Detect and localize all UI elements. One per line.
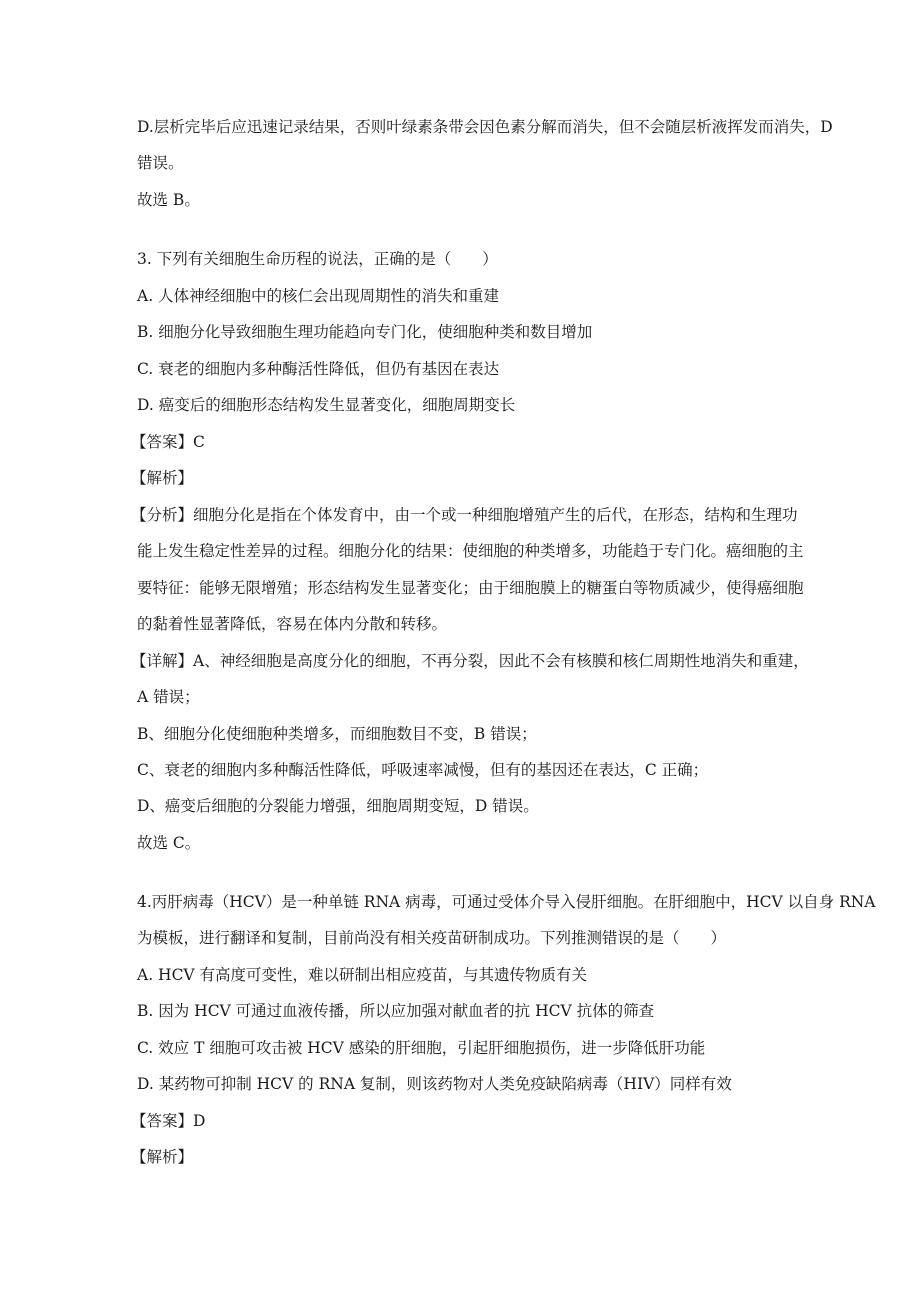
q3-option-a: A. 人体神经细胞中的核仁会出现周期性的消失和重建	[137, 287, 500, 305]
q2-option-d-explanation-line1: D.层析完毕后应迅速记录结果，否则叶绿素条带会因色素分解而消失，但不会随层析液挥发而消失，D	[137, 118, 833, 136]
q4-option-b: B. 因为 HCV 可通过血液传播，所以应加强对献血者的抗 HCV 抗体的筛查	[137, 1002, 655, 1020]
q3-detail-c: C、衰老的细胞内多种酶活性降低，呼吸速率减慢，但有的基因还在表达，C 正确；	[137, 761, 709, 779]
q2-conclusion: 故选 B。	[137, 191, 200, 209]
q4-stem-line2: 为模板，进行翻译和复制，目前尚没有相关疫苗研制成功。下列推测错误的是（ ）	[137, 929, 727, 947]
q2-option-d-explanation-line2: 错误。	[137, 154, 184, 172]
q3-option-c: C. 衰老的细胞内多种酶活性降低，但仍有基因在表达	[137, 360, 500, 378]
q3-detail-d: D、癌变后细胞的分裂能力增强，细胞周期变短，D 错误。	[137, 797, 539, 815]
q3-analysis-heading: 【解析】	[131, 469, 194, 487]
q4-option-c: C. 效应 T 细胞可攻击被 HCV 感染的肝细胞，引起肝细胞损伤，进一步降低肝功能	[137, 1039, 706, 1057]
q3-analysis-line2: 能上发生稳定性差异的过程。细胞分化的结果：使细胞的种类增多，功能趋于专门化。癌细胞的主	[137, 542, 804, 560]
q4-option-a: A. HCV 有高度可变性，难以研制出相应疫苗，与其遗传物质有关	[137, 966, 588, 984]
q3-conclusion: 故选 C。	[137, 834, 201, 852]
q3-answer: 【答案】C	[131, 433, 205, 451]
q3-option-b: B. 细胞分化导致细胞生理功能趋向专门化，使细胞种类和数目增加	[137, 323, 593, 341]
q3-analysis-line1: 【分析】细胞分化是指在个体发育中，由一个或一种细胞增殖产生的后代，在形态，结构和生理功	[131, 506, 798, 524]
q3-detail-b: B、细胞分化使细胞种类增多，而细胞数目不变，B 错误；	[137, 725, 537, 743]
q3-detail-a-line1: 【详解】A、神经细胞是高度分化的细胞，不再分裂，因此不会有核膜和核仁周期性地消失和重建，	[131, 652, 809, 670]
q4-answer: 【答案】D	[131, 1112, 206, 1130]
q3-stem: 3. 下列有关细胞生命历程的说法，正确的是（ ）	[137, 250, 498, 268]
q4-stem-line1: 4.丙肝病毒（HCV）是一种单链 RNA 病毒，可通过受体介导入侵肝细胞。在肝细胞中，HCV 以自身 RNA	[137, 893, 876, 911]
q3-option-d: D. 癌变后的细胞形态结构发生显著变化，细胞周期变长	[137, 396, 516, 414]
q3-analysis-line3: 要特征：能够无限增殖；形态结构发生显著变化；由于细胞膜上的糖蛋白等物质减少，使得癌细胞	[137, 579, 804, 597]
q3-analysis-line4: 的黏着性显著降低，容易在体内分散和转移。	[137, 615, 448, 633]
q4-analysis-heading: 【解析】	[131, 1148, 194, 1166]
q3-detail-a-line2: A 错误；	[137, 688, 200, 706]
q4-option-d: D. 某药物可抑制 HCV 的 RNA 复制，则该药物对人类免疫缺陷病毒（HIV）同样有效	[137, 1075, 732, 1093]
